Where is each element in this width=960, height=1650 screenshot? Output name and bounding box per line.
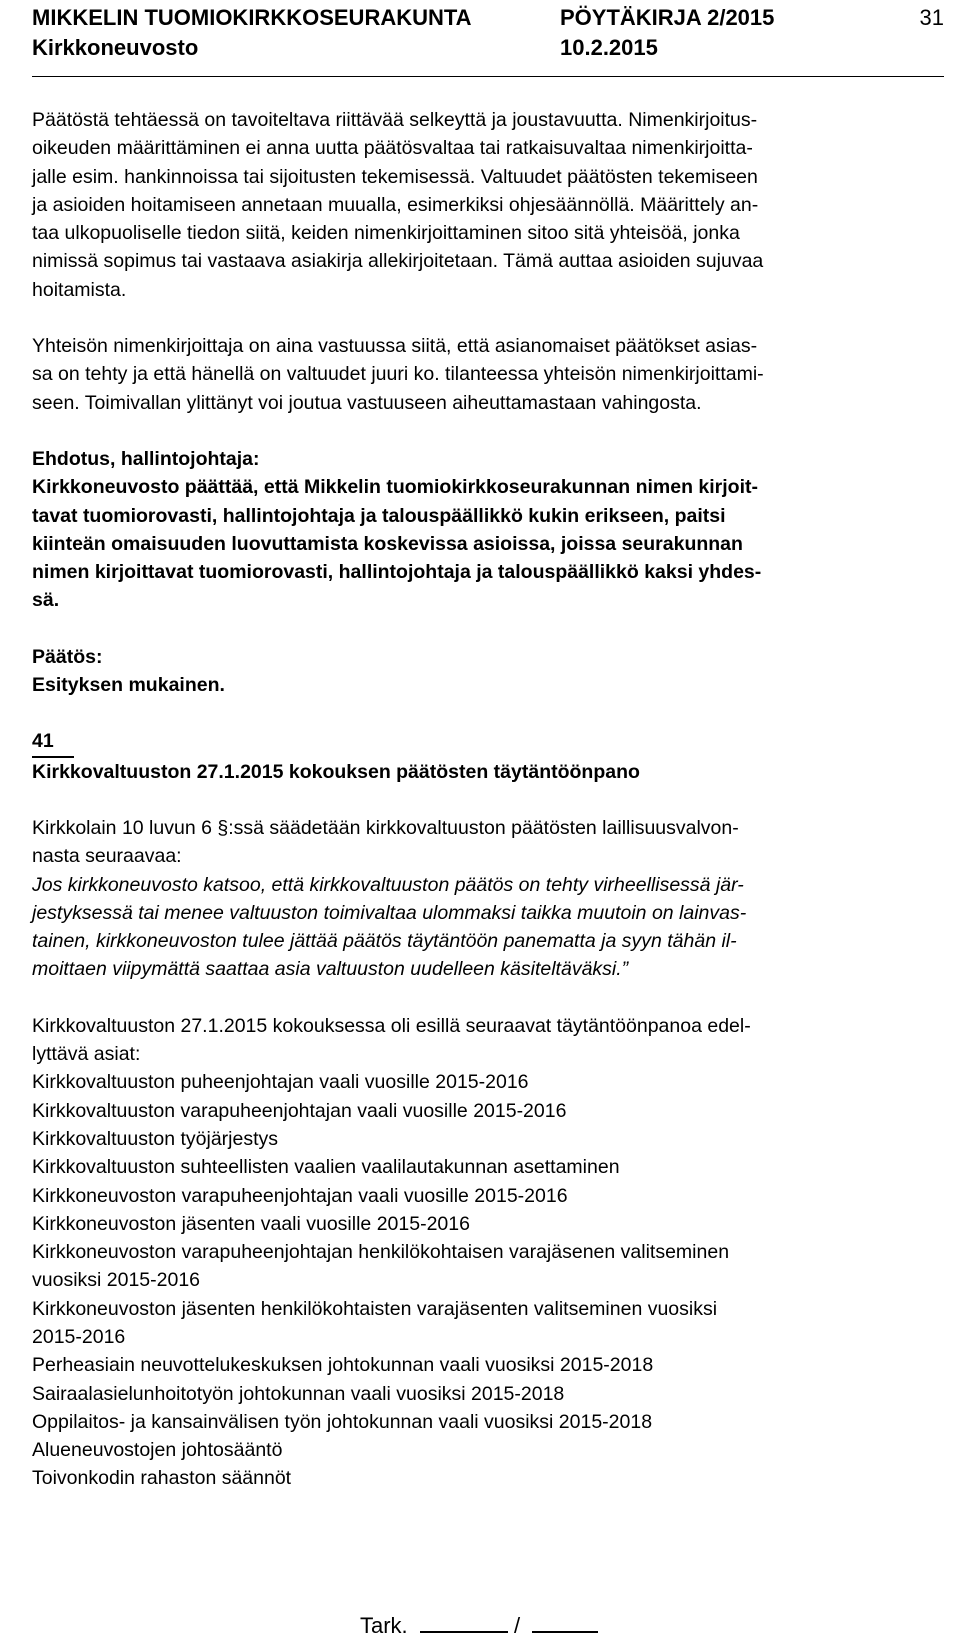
- initials-blank: [532, 1613, 598, 1633]
- page-header: [32, 4, 944, 62]
- text-line: oikeuden määrittäminen ei anna uutta päätösvaltaa tai ratkaisuvaltaa nimenkirjoitta-: [32, 137, 753, 160]
- page-number: 31: [919, 5, 944, 30]
- list-item: Kirkkoneuvoston jäsenten henkilökohtaisten varajäsenten valitseminen vuosiksi: [32, 1297, 718, 1320]
- list-item: Perheasiain neuvottelukeskuksen johtokunnan vaali vuosiksi 2015-2018: [32, 1354, 654, 1377]
- decision-text: Esityksen mukainen.: [32, 674, 225, 697]
- list-item: Kirkkoneuvoston jäsenten vaali vuosille 2015-2016: [32, 1212, 470, 1235]
- text-line: taa ulkopuoliselle tiedon siitä, keiden nimenkirjoittaminen sitoo sitä yhteisöä, jonka: [32, 222, 740, 245]
- meeting-date: 10.2.2015: [560, 35, 658, 60]
- quote-line: jestyksessä tai menee valtuuston toimivaltaa ulommaksi taikka muutoin on lainvas-: [32, 901, 747, 924]
- list-item: Sairaalasielunhoitotyön johtokunnan vaali vuosiksi 2015-2018: [32, 1382, 565, 1405]
- proposal-line: tavat tuomiorovasti, hallintojohtaja ja talouspäällikkö kukin erikseen, paitsi: [32, 504, 726, 527]
- item-number: 41: [32, 727, 74, 757]
- decision-section: [32, 643, 936, 700]
- proposal-heading: Ehdotus, hallintojohtaja:: [32, 447, 260, 470]
- meeting-body: Kirkkoneuvosto: [32, 35, 199, 60]
- list-item: Toivonkodin rahaston säännöt: [32, 1467, 292, 1490]
- proposal-line: kiinteän omaisuuden luovuttamista koskevissa asioissa, joissa seurakunnan: [32, 532, 743, 555]
- document-title: PÖYTÄKIRJA 2/2015: [560, 5, 775, 30]
- document-body: [32, 106, 936, 1493]
- list-item: Kirkkovaltuuston puheenjohtajan vaali vuosille 2015-2016: [32, 1071, 529, 1094]
- intro-paragraph: [32, 106, 936, 304]
- agenda-item-heading: [32, 727, 936, 786]
- text-line: Päätöstä tehtäessä on tavoiteltava riittävää selkeyttä ja joustavuutta. Nimenkirjoitus-: [32, 109, 758, 131]
- text-line: sa on tehty ja että hänellä on valtuudet juuri ko. tilanteessa yhteisön nimenkirjoittami-: [32, 363, 764, 386]
- decision-heading: Päätös:: [32, 645, 103, 668]
- list-item: Kirkkoneuvoston varapuheenjohtajan vaali vuosille 2015-2016: [32, 1184, 568, 1207]
- text-line: Kirkkolain 10 luvun 6 §:ssä säädetään kirkkovaltuuston päätösten laillisuusvalvon-: [32, 816, 739, 839]
- proposal-section: [32, 445, 936, 615]
- text-line: nimissä sopimus tai vastaava asiakirja allekirjoitetaan. Tämä auttaa asioiden sujuvaa: [32, 250, 764, 273]
- text-line: seen. Toimivallan ylittänyt voi joutua vastuuseen aiheuttamastaan vahingosta.: [32, 391, 702, 414]
- text-line: Yhteisön nimenkirjoittaja on aina vastuussa siitä, että asianomaiset päätökset asias-: [32, 335, 758, 358]
- text-line: Kirkkovaltuuston 27.1.2015 kokouksessa oli esillä seuraavat täytäntöönpanoa edel-: [32, 1014, 751, 1037]
- list-item: vuosiksi 2015-2016: [32, 1269, 201, 1292]
- text-line: hoitamista.: [32, 278, 127, 301]
- item-title: Kirkkovaltuuston 27.1.2015 kokouksen päätösten täytäntöönpano: [32, 760, 640, 783]
- text-line: ja asioiden hoitamiseen annetaan muualla, esimerkiksi ohjesäännöllä. Määrittely an-: [32, 193, 759, 216]
- header-rule: [32, 76, 944, 77]
- list-item: Kirkkoneuvoston varapuheenjohtajan henkilökohtaisen varajäsenen valitseminen: [32, 1241, 730, 1264]
- list-item: Kirkkovaltuuston työjärjestys: [32, 1127, 279, 1150]
- review-label: Tark.: [360, 1613, 408, 1638]
- list-item: Alueneuvostojen johtosääntö: [32, 1439, 283, 1462]
- review-footer: [360, 1612, 598, 1640]
- proposal-line: Kirkkoneuvosto päättää, että Mikkelin tuomiokirkkoseurakunnan nimen kirjoit-: [32, 476, 759, 499]
- text-line: lyttävä asiat:: [32, 1043, 141, 1066]
- text-line: jalle esim. hankinnoissa tai sijoitusten tekemisessä. Valtuudet päätösten tekemiseen: [32, 165, 758, 188]
- responsibility-paragraph: [32, 332, 936, 417]
- proposal-line: nimen kirjoittavat tuomiorovasti, hallintojohtaja ja talouspäällikkö kaksi yhdes-: [32, 561, 762, 584]
- agenda-list: [32, 1012, 936, 1493]
- list-item: Oppilaitos- ja kansainvälisen työn johtokunnan vaali vuosiksi 2015-2018: [32, 1410, 653, 1433]
- initials-separator: /: [513, 1613, 521, 1638]
- text-line: nasta seuraavaa:: [32, 845, 182, 868]
- organization-name: MIKKELIN TUOMIOKIRKKOSEURAKUNTA: [32, 5, 472, 30]
- quote-line: moittaen viipymättä saattaa asia valtuuston uudelleen käsiteltäväksi.”: [32, 958, 629, 981]
- quote-line: tainen, kirkkoneuvoston tulee jättää päätös täytäntöön panematta ja syyn tähän il-: [32, 930, 737, 953]
- list-item: Kirkkovaltuuston suhteellisten vaalien vaalilautakunnan asettaminen: [32, 1156, 620, 1179]
- quote-line: Jos kirkkoneuvosto katsoo, että kirkkovaltuuston päätös on tehty virheellisessä jär-: [32, 873, 744, 896]
- proposal-line: sä.: [32, 589, 60, 612]
- list-item: 2015-2016: [32, 1325, 126, 1348]
- law-paragraph: [32, 814, 936, 984]
- list-item: Kirkkovaltuuston varapuheenjohtajan vaali vuosille 2015-2016: [32, 1099, 567, 1122]
- initials-blank: [420, 1613, 508, 1633]
